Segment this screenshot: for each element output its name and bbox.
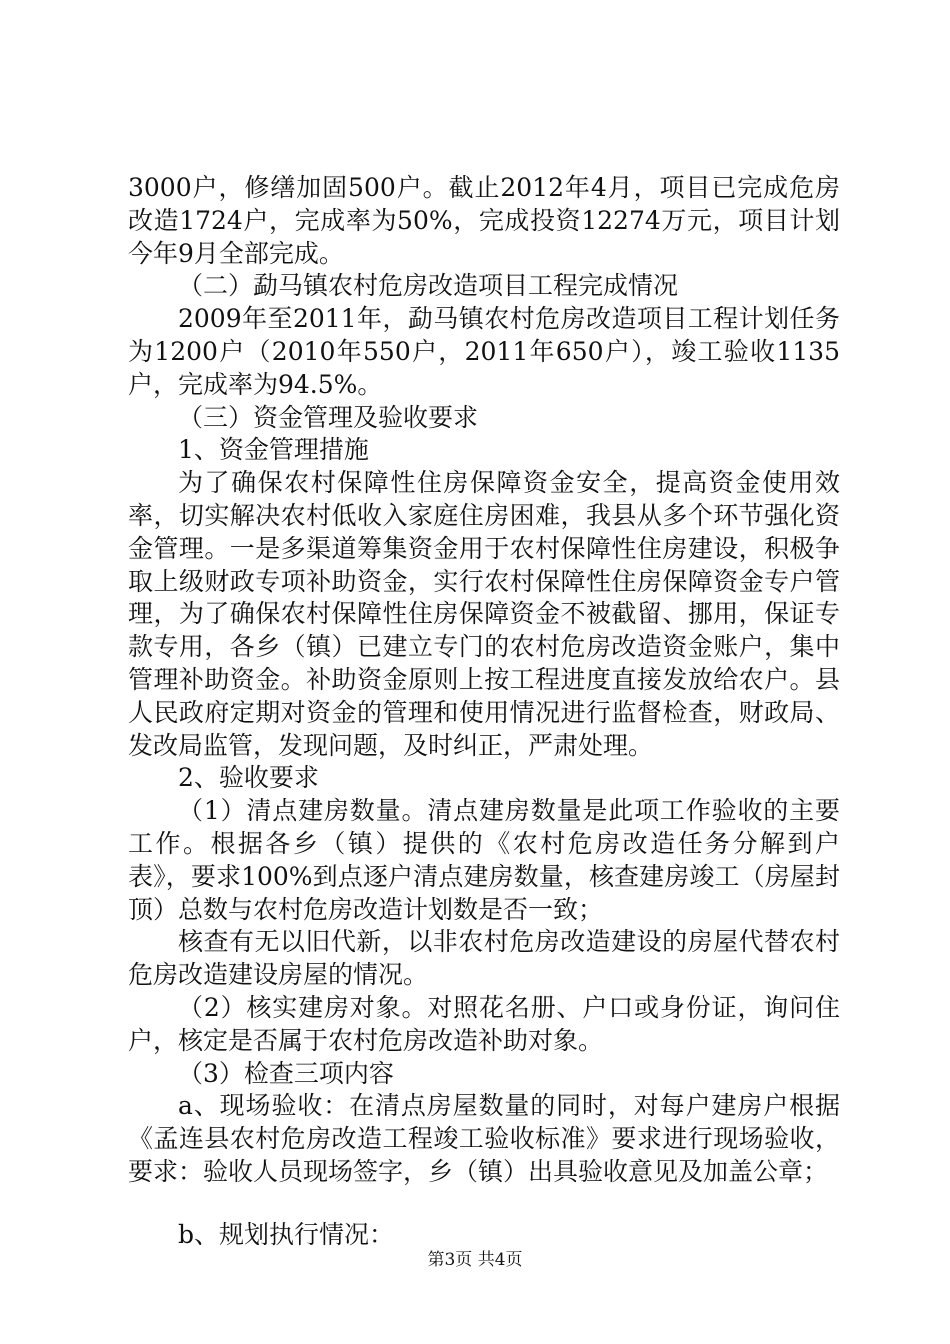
page-number-footer: 第3页 共4页 (427, 1250, 523, 1270)
paragraph-verify-targets: （2）核实建房对象。对照花名册、户口或身份证，询问住户，核定是否属于农村危房改造补助对象。 (128, 992, 840, 1055)
subheading-fund-measures: 1、资金管理措施 (178, 435, 369, 465)
paragraph-mengma-stats: 2009年至2011年，勐马镇农村危房改造项目工程计划任务为1200户（2010年550户，2011年650户），竣工验收1135户，完成率为94.5%。 (128, 304, 840, 399)
section-heading-mengma: （二）勐马镇农村危房改造项目工程完成情况 (178, 271, 679, 301)
paragraph-site-acceptance: a、现场验收：在清点房屋数量的同时，对每户建房户根据《孟连县农村危房改造工程竣工验收标准》要求进行现场验收，要求：验收人员现场签字，乡（镇）出具验收意见及加盖公章； (128, 1091, 840, 1186)
document-body (128, 172, 840, 1252)
paragraph-gap (128, 1189, 840, 1219)
paragraph-check-replacement: 核查有无以旧代新，以非农村危房改造建设的房屋代替农村危房改造建设房屋的情况。 (128, 927, 840, 990)
paragraph-progress-summary: 3000户，修缮加固500户。截止2012年4月，项目已完成危房改造1724户，完成率为50%，完成投资12274万元，项目计划今年9月全部完成。 (128, 173, 840, 268)
paragraph-planning: b、规划执行情况： (178, 1219, 395, 1249)
paragraph-fund-management: 为了确保农村保障性住房保障资金安全，提高资金使用效率，切实解决农村低收入家庭住房困难，我县从多个环节强化资金管理。一是多渠道筹集资金用于农村保障性住房建设，积极争取上级财政专项补助资金，实行农村保障性住房保障资金专户管理，为了确保农村保障性住房保障资金不被截留、挪用，保证专款专用，各乡（镇）已建立专门的农村危房改造资金账户，集中管理补助资金。补助资金原则上按工程进度直接发放给农户。县人民政府定期对资金的管理和使用情况进行监督检查，财政局、发改局监管，发现问题，及时纠正，严肃处理。 (128, 468, 840, 760)
subheading-acceptance: 2、验收要求 (178, 763, 319, 793)
paragraph-count-houses: （1）清点建房数量。清点建房数量是此项工作验收的主要工作。根据各乡（镇）提供的《农村危房改造任务分解到户表》，要求100%到点逐户清点建房数量，核查建房竣工（房屋封顶）总数与农村危房改造计划数是否一致； (128, 796, 840, 924)
section-heading-funds: （三）资金管理及验收要求 (178, 402, 479, 432)
paragraph-three-items: （3）检查三项内容 (178, 1058, 394, 1088)
